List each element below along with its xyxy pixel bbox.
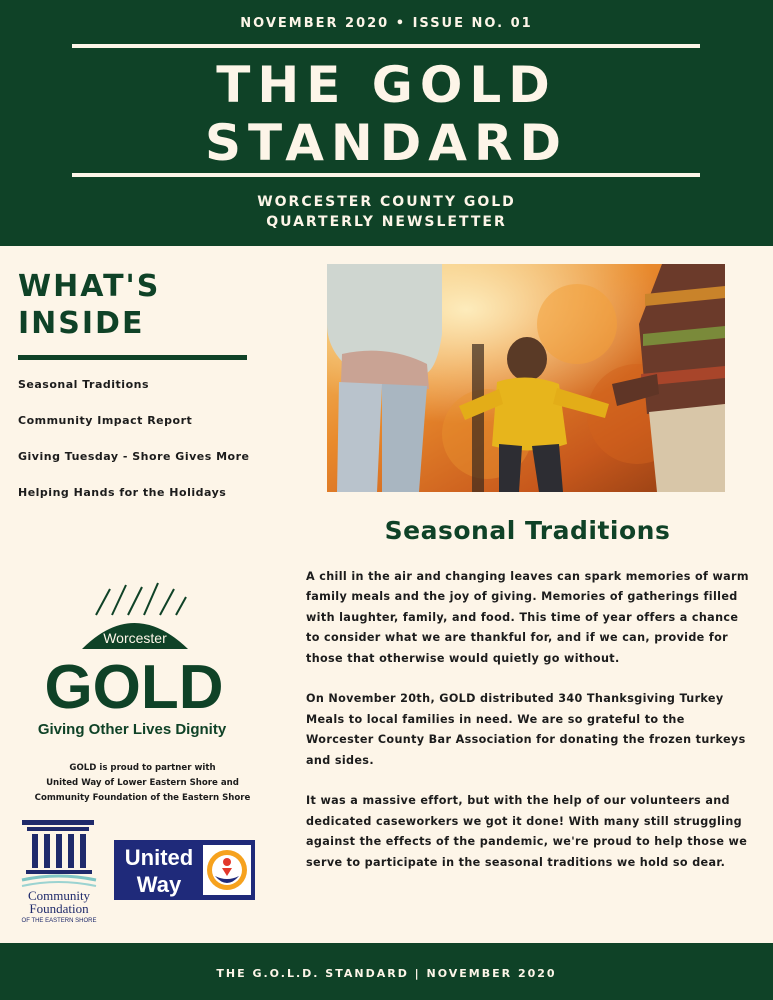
title-line-1: THE GOLD — [216, 56, 557, 114]
newsletter-subtitle — [0, 192, 773, 232]
partner-line-3: Community Foundation of the Eastern Shore — [34, 793, 251, 803]
partner-note — [10, 761, 275, 806]
article-body — [306, 567, 752, 893]
newsletter-title — [0, 56, 773, 172]
community-foundation-logo — [18, 818, 100, 924]
cf-logo-line-1: Community — [27, 888, 91, 903]
worcester-gold-logo — [14, 575, 254, 745]
masthead-rule-top — [72, 44, 700, 48]
toc-item[interactable]: Community Impact Report — [18, 414, 193, 427]
article-title: Seasonal Traditions — [384, 516, 671, 545]
partner-line-1: GOLD is proud to partner with — [69, 763, 216, 773]
issue-line: NOVEMBER 2020 • ISSUE NO. 01 — [240, 16, 533, 31]
uw-logo-line-2: Way — [136, 872, 182, 897]
logo-tagline: Giving Other Lives Dignity — [37, 721, 227, 738]
toc-item[interactable]: Seasonal Traditions — [18, 378, 150, 391]
whats-inside-rule — [18, 355, 247, 360]
footer-text: THE G.O.L.D. STANDARD | NOVEMBER 2020 — [216, 967, 557, 980]
subtitle-line-2: QUARTERLY NEWSLETTER — [266, 214, 507, 230]
masthead-rule-bottom — [72, 173, 700, 177]
title-line-2: STANDARD — [205, 114, 568, 172]
subtitle-line-1: WORCESTER COUNTY GOLD — [257, 194, 516, 210]
toc-item[interactable]: Giving Tuesday - Shore Gives More — [18, 450, 250, 463]
article-paragraph: On November 20th, GOLD distributed 340 Thanksgiving Turkey Meals to local families in need. We are so grateful to the Worcester County Bar Association for donating the frozen turkeys and sides. — [306, 692, 746, 767]
article-paragraph: A chill in the air and changing leaves can spark memories of warm family meals and the joy of giving. Memories of gatherings filled with laughter, family, and food. This time of year offers a chance to consider what we are thankful for, and if we can, provide for those that otherwise would quietly go without. — [306, 570, 749, 665]
united-way-logo — [114, 840, 255, 900]
family-autumn-photo — [327, 264, 725, 492]
logo-word-main: GOLD — [44, 653, 224, 722]
toc-item[interactable]: Helping Hands for the Holidays — [18, 486, 227, 499]
table-of-contents — [18, 378, 308, 522]
article-paragraph: It was a massive effort, but with the help of our volunteers and dedicated caseworkers we got it done! With many still struggling against the effects of the pandemic, we're proud to help those we serve to participate in the seasonal traditions we hold so dear. — [306, 794, 748, 869]
logo-word-top: Worcester — [103, 630, 167, 646]
whats-inside-line-1: WHAT'S — [18, 269, 161, 304]
partner-line-2: United Way of Lower Eastern Shore and — [46, 778, 239, 788]
cf-logo-line-2: Foundation — [29, 901, 89, 916]
whats-inside-line-2: INSIDE — [18, 306, 145, 341]
cf-logo-line-3: OF THE EASTERN SHORE — [21, 918, 97, 924]
whats-inside-heading — [18, 268, 160, 342]
uw-logo-line-1: United — [124, 845, 194, 870]
